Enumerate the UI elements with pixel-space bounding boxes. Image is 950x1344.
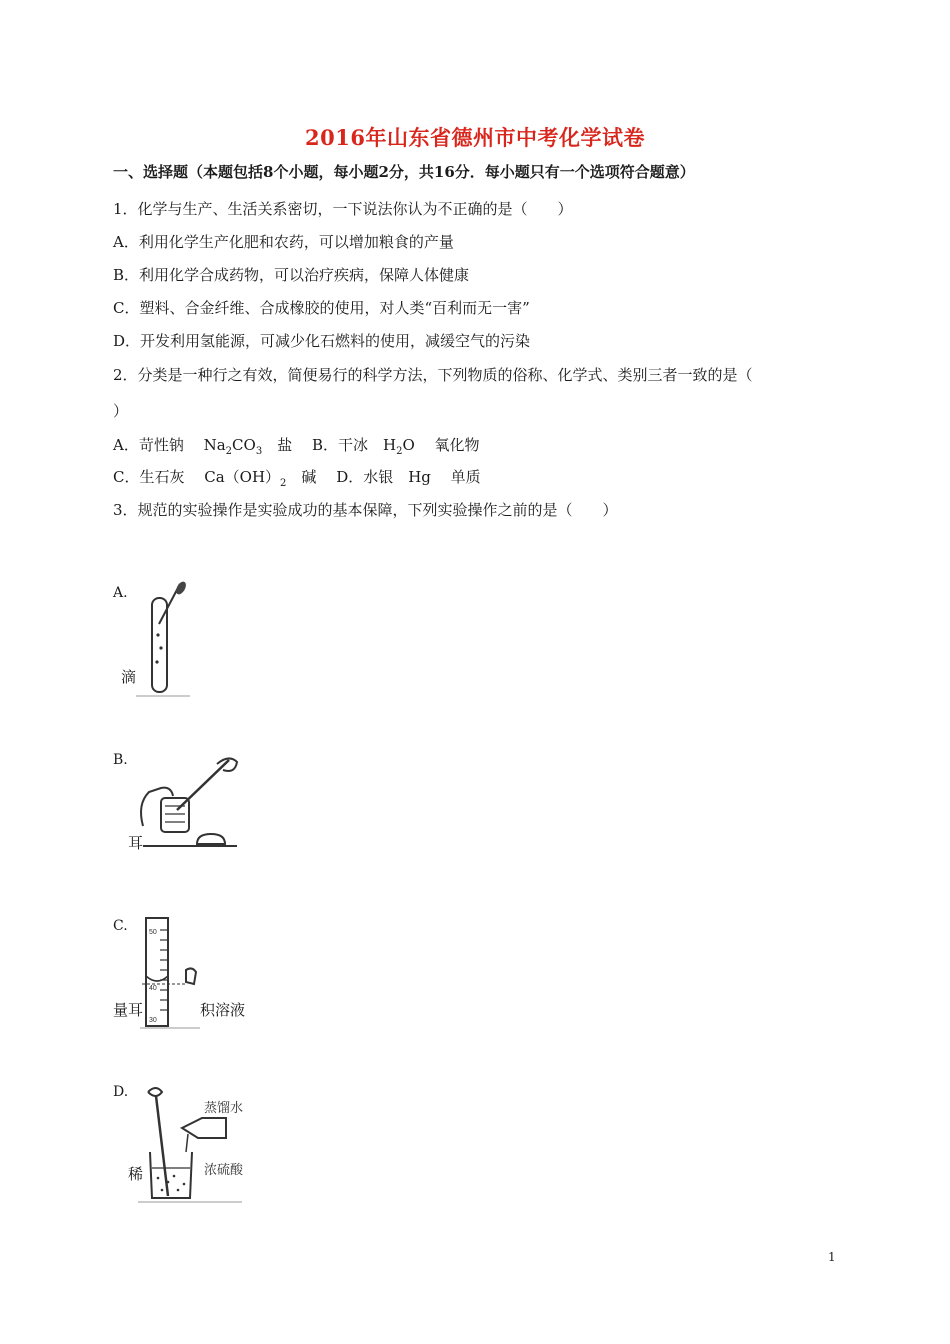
dilution-beaker-figure: [138, 1084, 244, 1204]
question-3-option-a-caption: 滴: [121, 668, 137, 686]
question-3-option-d-letter: D.: [113, 1084, 129, 1100]
question-2-options-ab: A．苛性钠 $Na_2CO_3$ 盐 B．干冰 $H_2O$ 氧化物: [113, 436, 480, 457]
question-1-option-b: B．利用化学合成药物，可以治疗疾病，保障人体健康: [113, 266, 470, 284]
scale-mark-50: 50: [149, 929, 157, 936]
question-1-stem: 1．化学与生产、生活关系密切，一下说法你认为不正确的是（ ）: [113, 200, 573, 218]
scale-mark-30: 30: [149, 1017, 157, 1024]
question-3-option-c-caption-right: 积溶液: [200, 1001, 246, 1019]
question-1-option-d: D．开发利用氢能源，可减少化石燃料的使用，减缓空气的污染: [113, 332, 531, 350]
graduated-cylinder-figure: [140, 916, 204, 1030]
question-1-option-a: A．利用化学生产化肥和农药，可以增加粮食的产量: [113, 233, 454, 251]
question-3-option-d-caption: 稀: [128, 1165, 144, 1183]
distilled-water-label: 蒸馏水: [204, 1101, 244, 1116]
question-3-option-b-caption: 耳: [128, 834, 144, 852]
concentrated-sulfuric-acid-label: 浓硫酸: [204, 1163, 244, 1178]
question-3-option-c-caption-left: 量耳: [113, 1001, 144, 1019]
question-3-option-b-letter: B.: [113, 752, 128, 768]
dropper-test-tube-figure: [136, 580, 190, 698]
question-2-stem: 2．分类是一种行之有效，简便易行的科学方法，下列物质的俗称、化学式、类别三者一致的是（: [113, 366, 753, 384]
question-2-options-cd: C．生石灰 $Ca(OH)_2$ 碱 D．水银 Hg 单质: [113, 468, 481, 489]
question-3-option-a-letter: A.: [113, 585, 128, 601]
page-number: 1: [828, 1250, 836, 1264]
question-2-stem-continued: ）: [113, 402, 129, 420]
page-title: 2016年山东省德州市中考化学试卷: [305, 125, 645, 150]
scale-mark-40: 40: [149, 985, 157, 992]
section-heading: 一、选择题（本题包括8个小题，每小题2分，共16分．每小题只有一个选项符合题意）: [113, 163, 695, 181]
question-1-option-c: C．塑料、合金纤维、合成橡胶的使用，对人类“百利而无一害”: [113, 299, 530, 317]
hand-tongs-figure: [133, 752, 241, 850]
question-3-option-c-letter: C.: [113, 918, 128, 934]
question-3-stem: 3．规范的实验操作是实验成功的基本保障，下列实验操作之前的是（ ）: [113, 501, 618, 519]
